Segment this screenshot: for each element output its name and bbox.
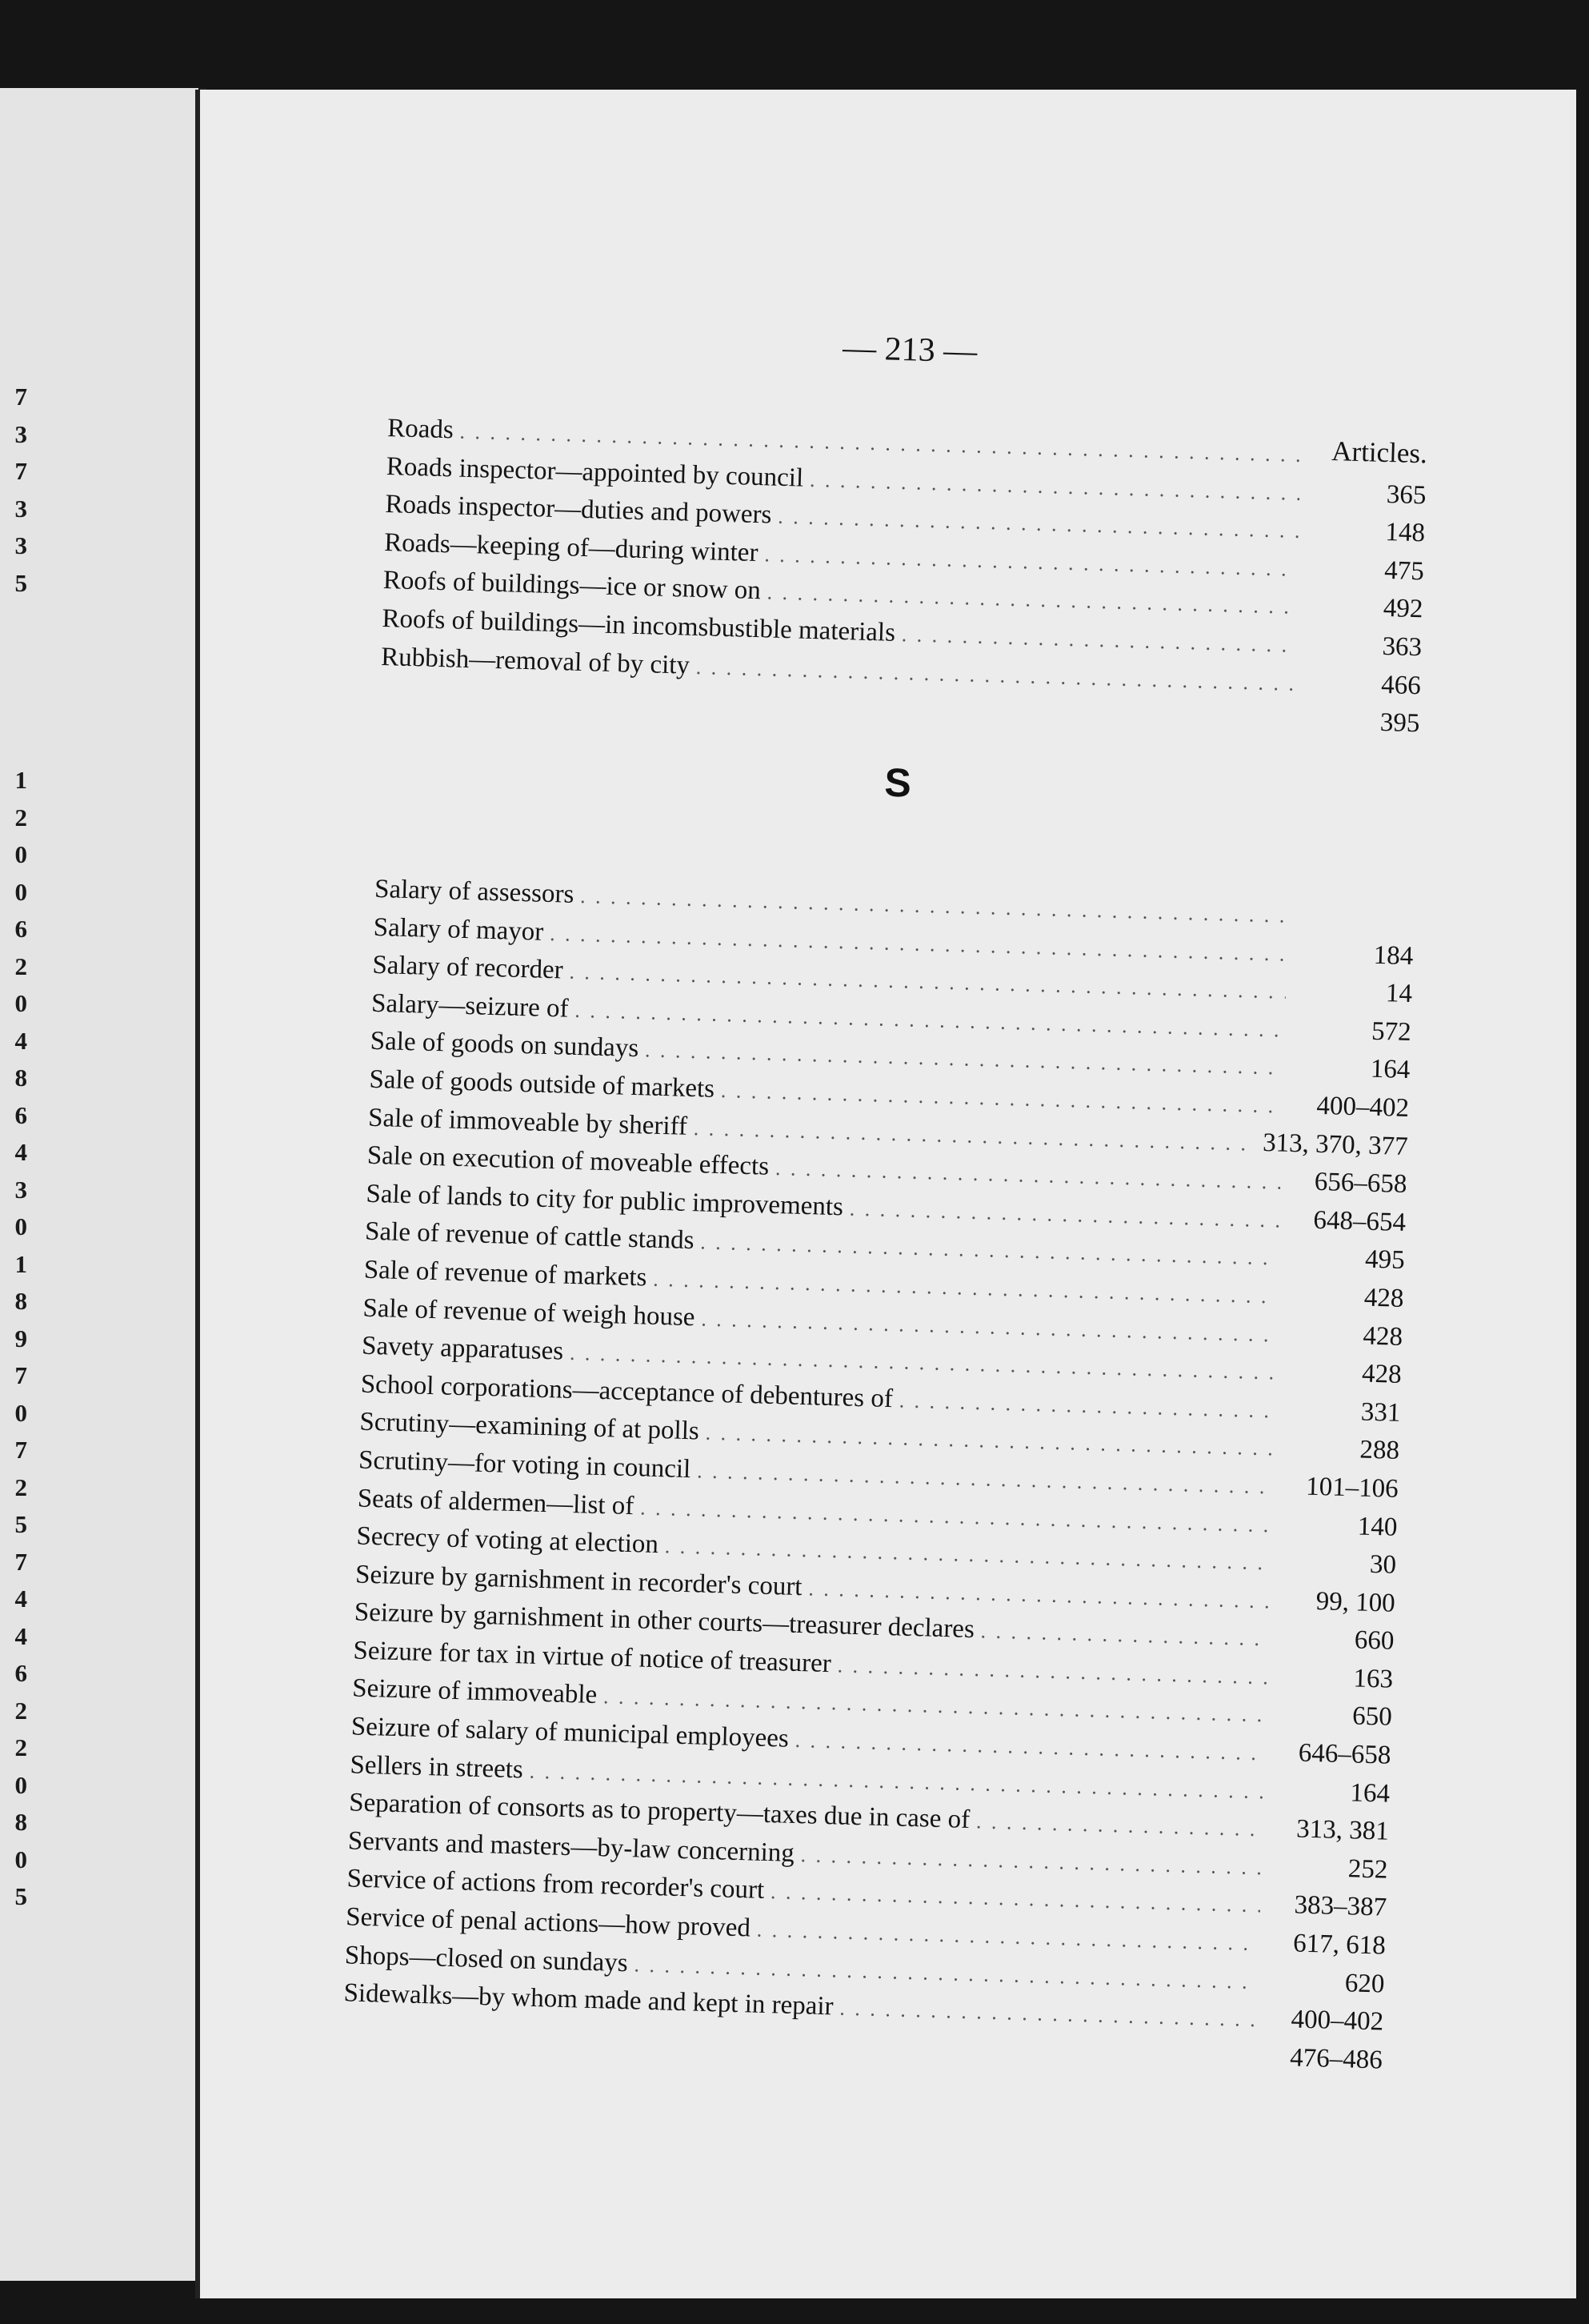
margin-digit: 6 <box>14 1659 27 1687</box>
index-entry-label: Roofs of buildings—ice or snow on <box>382 566 762 606</box>
index-entry-articles: 395 <box>1379 708 1420 739</box>
index-entry-articles: 428 <box>1363 1321 1403 1352</box>
index-page <box>195 90 1576 2298</box>
index-entry-label: Salary of assessors <box>374 874 574 909</box>
dot-leader <box>980 1620 1267 1652</box>
index-entry-articles: 164 <box>1370 1055 1411 1085</box>
margin-digit: 2 <box>14 952 27 980</box>
index-entry-articles: 646–658 <box>1298 1738 1391 1770</box>
index-entry-label: Roads <box>386 414 454 445</box>
page-number: — 213 — <box>842 329 978 371</box>
margin-digit: 7 <box>14 457 27 485</box>
index-entry-label: Salary of mayor <box>373 912 544 947</box>
margin-digit: 7 <box>14 1436 27 1464</box>
margin-digit: 4 <box>14 1621 27 1650</box>
index-entry-articles: 495 <box>1364 1244 1406 1276</box>
margin-digit: 0 <box>14 840 27 868</box>
margin-digit: 1 <box>14 766 27 794</box>
index-entry-articles: 383–387 <box>1294 1890 1387 1923</box>
dot-leader <box>837 1653 1267 1689</box>
margin-digit: 6 <box>14 1100 27 1129</box>
margin-digit: 2 <box>14 1473 27 1501</box>
margin-digit: 4 <box>14 1138 27 1166</box>
margin-digit: 3 <box>14 494 27 523</box>
index-entry-articles: 475 <box>1383 555 1425 587</box>
index-entry-articles: 476–486 <box>1289 2043 1383 2075</box>
index-entry-articles <box>1307 462 1427 465</box>
margin-digit: 5 <box>14 1510 27 1538</box>
index-entry-articles: 428 <box>1363 1283 1404 1313</box>
index-entry-articles: 365 <box>1386 479 1427 510</box>
index-entry-label: Sidewalks—by whom made and kept in repair <box>343 1978 835 2021</box>
margin-digit: 3 <box>14 531 27 559</box>
index-entry-label: Sale of revenue of weigh house <box>362 1293 695 1332</box>
index-entry-articles: 164 <box>1350 1777 1391 1809</box>
index-entry-label: Sale of lands to city for public improvements <box>366 1179 844 1222</box>
index-entry-articles: 466 <box>1380 670 1422 700</box>
index-entry-label: Sale of goods on sundays <box>370 1027 639 1064</box>
index-entry-articles: 163 <box>1353 1664 1394 1694</box>
index-entry-label: Shops—closed on sundays <box>344 1940 629 1977</box>
margin-digit: 1 <box>14 1249 27 1278</box>
index-entry-label: Service of actions from recorder's court <box>346 1864 765 1905</box>
index-entry-label: Seizure for tax in virtue of notice of treasurer <box>353 1636 832 1679</box>
index-entry-articles: 492 <box>1383 594 1423 624</box>
margin-digit: 0 <box>14 1770 27 1799</box>
margin-digit: 7 <box>14 1361 27 1389</box>
index-entry-label: Roads inspector—appointed by council <box>386 451 804 493</box>
index-entry-label: Savety apparatuses <box>361 1331 564 1366</box>
dot-leader <box>976 1810 1263 1842</box>
index-entry-label: Service of penal actions—how proved <box>345 1902 751 1943</box>
margin-digit: 0 <box>14 1398 27 1427</box>
index-entry-label: Seizure of immoveable <box>351 1673 598 1710</box>
index-section-s <box>342 875 1415 2084</box>
index-entry-articles: 428 <box>1361 1359 1403 1390</box>
index-entry-label: Secrecy of voting at election <box>356 1521 659 1560</box>
margin-digit: 5 <box>14 568 27 597</box>
index-entry-label: Seizure of salary of municipal employees <box>350 1712 790 1753</box>
index-entry-label: Salary—seizure of <box>370 988 570 1024</box>
margin-digit: 7 <box>14 1547 27 1576</box>
index-entry-label: Sale of goods outside of markets <box>368 1064 715 1104</box>
margin-digit: 6 <box>14 915 27 943</box>
index-entry-articles: 184 <box>1373 940 1414 971</box>
page-content <box>168 70 1589 2316</box>
margin-digit: 0 <box>14 1845 27 1873</box>
margin-digit: 4 <box>14 1585 27 1613</box>
index-entry-label: Rubbish—removal of by city <box>380 642 690 680</box>
index-entry-articles: 660 <box>1354 1625 1395 1657</box>
index-entry-articles: 400–402 <box>1291 2005 1384 2037</box>
margin-digit: 0 <box>14 989 27 1017</box>
margin-digit: 8 <box>14 1287 27 1315</box>
index-entry-label: Scrutiny—for voting in council <box>358 1445 691 1485</box>
index-entry-articles: 572 <box>1371 1016 1412 1047</box>
margin-digit: 2 <box>14 803 27 831</box>
facing-page <box>0 88 206 2281</box>
index-entry-label: Sale of immoveable by sheriff <box>367 1103 688 1141</box>
index-entry-articles: 400–402 <box>1316 1091 1410 1124</box>
index-entry-label: Separation of consorts as to property—taxes due in case of <box>348 1788 971 1835</box>
index-entry-label: Sale of revenue of cattle stands <box>364 1217 694 1256</box>
index-entry-label: Roads—keeping of—during winter <box>383 527 758 567</box>
dot-leader <box>901 623 1295 658</box>
index-entry-articles: 30 <box>1369 1550 1397 1580</box>
margin-digit: 7 <box>14 383 27 411</box>
index-entry-articles: 313, 381 <box>1295 1814 1390 1846</box>
index-entry-articles: 313, 370, 377 <box>1262 1128 1409 1161</box>
articles-column-header: Articles. <box>1331 435 1428 470</box>
margin-digit: 0 <box>14 1212 27 1240</box>
margin-digit: 9 <box>14 1324 27 1352</box>
index-entry-articles: 252 <box>1347 1854 1388 1885</box>
margin-digit: 0 <box>14 877 27 906</box>
dot-leader <box>899 1388 1274 1423</box>
margin-digit: 5 <box>14 1882 27 1910</box>
index-entry-articles: 140 <box>1357 1511 1398 1542</box>
index-entry-articles: 101–106 <box>1305 1472 1399 1504</box>
index-entry-articles: 148 <box>1385 518 1426 548</box>
index-section-r <box>379 414 1427 747</box>
index-entry-articles: 648–654 <box>1313 1205 1407 1237</box>
index-entry-articles: 620 <box>1344 1968 1385 1999</box>
index-entry-articles: 14 <box>1385 979 1413 1009</box>
index-entry-articles: 617, 618 <box>1292 1929 1387 1961</box>
margin-digit: 4 <box>14 1026 27 1055</box>
index-entry-articles: 331 <box>1360 1397 1401 1428</box>
index-entry-label: Scrutiny—examining of at polls <box>359 1407 700 1446</box>
index-entry-articles: 363 <box>1382 631 1423 663</box>
dot-leader <box>839 1997 1257 2033</box>
index-entry-label: Seizure by garnishment in recorder's court <box>354 1560 803 1601</box>
margin-digit: 3 <box>14 419 27 448</box>
facing-page-margin-digits <box>0 88 198 2281</box>
index-entry-label: Sale of revenue of markets <box>363 1255 647 1292</box>
index-entry-label: Sale on execution of moveable effects <box>366 1140 770 1181</box>
index-entry-label: Sellers in streets <box>350 1750 524 1785</box>
margin-digit: 2 <box>14 1696 27 1725</box>
index-entry-label: Servants and masters—by-law concerning <box>347 1826 795 1868</box>
index-entry-articles: 650 <box>1351 1701 1393 1733</box>
index-entry-articles <box>1294 923 1414 926</box>
margin-digit: 8 <box>14 1808 27 1836</box>
margin-digit: 3 <box>14 1175 27 1204</box>
section-letter-s: S <box>883 759 912 806</box>
index-entry-label: Seats of aldermen—list of <box>357 1484 634 1521</box>
index-entry-label: Roofs of buildings—in incomsbustible materials <box>382 603 896 647</box>
margin-digit: 8 <box>14 1064 27 1092</box>
index-entry-articles: 99, 100 <box>1315 1586 1396 1618</box>
index-entry-label: Salary of recorder <box>371 951 564 985</box>
index-entry-label: School corporations—acceptance of debentures of <box>360 1369 894 1413</box>
index-entry-label: Roads inspector—duties and powers <box>385 490 772 530</box>
index-entry-label: Seizure by garnishment in other courts—treasurer declares <box>354 1597 975 1645</box>
index-entry-articles: 288 <box>1359 1435 1400 1466</box>
index-entry-articles: 656–658 <box>1314 1167 1407 1200</box>
margin-digit: 2 <box>14 1733 27 1761</box>
